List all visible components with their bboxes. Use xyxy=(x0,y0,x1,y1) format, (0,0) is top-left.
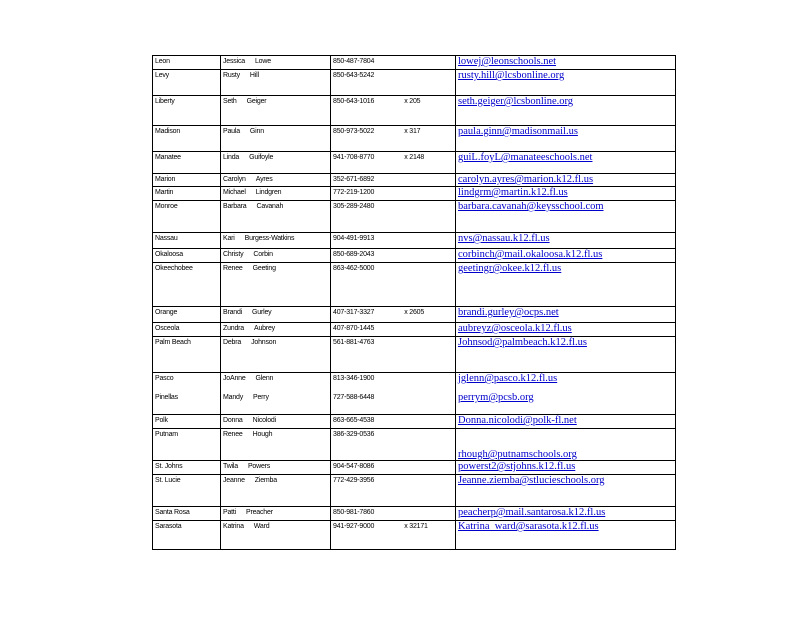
county-name: Osceola xyxy=(155,325,180,332)
contacts-table xyxy=(152,55,676,550)
phone-cell xyxy=(331,70,456,96)
email-link[interactable]: geetingr@okee.k12.fl.us xyxy=(458,263,562,274)
phone-number: 813-346-1900 xyxy=(333,375,375,382)
table-row xyxy=(153,263,676,307)
county-name: Marion xyxy=(155,176,176,183)
county-name: Orange xyxy=(155,309,178,316)
county-cell xyxy=(153,152,221,174)
county-cell xyxy=(153,70,221,96)
email-cell xyxy=(456,475,676,507)
county-name: Sarasota xyxy=(155,523,182,530)
email-link[interactable]: rusty.hill@lcsbonline.org xyxy=(458,70,565,81)
contact-name-cell xyxy=(221,187,331,201)
email-link[interactable]: barbara.cavanah@keysschool.com xyxy=(458,201,604,212)
last-name: Glenn xyxy=(255,375,274,382)
table-row xyxy=(153,56,676,70)
county-name: Putnam xyxy=(155,431,178,438)
contact-name-cell xyxy=(221,201,331,233)
table-row xyxy=(153,373,676,415)
table-row xyxy=(153,323,676,337)
email-link[interactable]: nvs@nassau.k12.fl.us xyxy=(458,233,550,244)
phone-number: 772-219-1200 xyxy=(333,189,375,196)
county-name: Pinellas xyxy=(155,394,178,401)
first-name: Jeanne xyxy=(223,477,245,484)
phone-number: 863-665-4538 xyxy=(333,417,375,424)
contact-name-cell xyxy=(221,507,331,521)
table-row xyxy=(153,249,676,263)
email-link[interactable]: Jeanne.ziemba@stlucieschools.org xyxy=(458,475,605,486)
county-cell xyxy=(153,187,221,201)
email-link[interactable]: Johnsod@palmbeach.k12.fl.us xyxy=(458,337,587,348)
last-name: Gurley xyxy=(252,309,272,316)
phone-cell xyxy=(331,174,456,187)
table-row xyxy=(153,126,676,152)
last-name: Corbin xyxy=(253,251,273,258)
phone-number: 850-643-1016 xyxy=(333,98,375,105)
contact-name-cell xyxy=(221,373,331,415)
phone-cell xyxy=(331,187,456,201)
phone-number: 904-547-8086 xyxy=(333,463,375,470)
email-link[interactable]: lowej@leonschools.net xyxy=(458,56,557,67)
county-cell xyxy=(153,461,221,475)
first-name: Katrina xyxy=(223,523,244,530)
email-link[interactable]: peacherp@mail.santarosa.k12.fl.us xyxy=(458,507,606,518)
phone-cell xyxy=(331,96,456,126)
phone-number: 904-491-9913 xyxy=(333,235,375,242)
last-name: Aubrey xyxy=(253,325,275,332)
first-name: Michael xyxy=(223,189,246,196)
phone-cell xyxy=(331,521,456,550)
email-link[interactable]: jglenn@pasco.k12.fl.us xyxy=(458,373,558,384)
contact-name-line xyxy=(223,394,328,401)
county-name: Palm Beach xyxy=(155,339,191,346)
email-link[interactable]: powerst2@stjohns.k12.fl.us xyxy=(458,461,576,472)
county-cell xyxy=(153,415,221,429)
table-row xyxy=(153,475,676,507)
phone-cell xyxy=(331,337,456,373)
first-name: Brandi xyxy=(223,309,243,316)
contact-name-cell xyxy=(221,152,331,174)
email-cell xyxy=(456,373,676,415)
county-cell xyxy=(153,507,221,521)
table-row xyxy=(153,174,676,187)
last-name: Guifoyle xyxy=(249,154,274,161)
county-name: Polk xyxy=(155,417,168,424)
phone-cell xyxy=(331,263,456,307)
email-cell xyxy=(456,263,676,307)
phone-extension: x 317 xyxy=(404,128,421,135)
phone-number: 863-462-5000 xyxy=(333,265,375,272)
phone-number: 850-487-7804 xyxy=(333,58,375,65)
phone-cell xyxy=(331,415,456,429)
contact-name-cell xyxy=(221,263,331,307)
phone-number: 352-671-6892 xyxy=(333,176,375,183)
first-name: Jessica xyxy=(223,58,245,65)
county-cell xyxy=(153,373,221,415)
county-cell xyxy=(153,429,221,461)
email-cell xyxy=(456,507,676,521)
county-cell xyxy=(153,307,221,323)
contact-name-cell xyxy=(221,56,331,70)
county-cell xyxy=(153,521,221,550)
email-cell xyxy=(456,461,676,475)
county-name: St. Johns xyxy=(155,463,183,470)
first-name: Barbara xyxy=(223,203,247,210)
email-cell xyxy=(456,415,676,429)
table-row xyxy=(153,187,676,201)
table-row xyxy=(153,429,676,461)
county-cell xyxy=(153,475,221,507)
county-cell xyxy=(153,263,221,307)
email-link[interactable]: corbinch@mail.okaloosa.k12.fl.us xyxy=(458,249,603,260)
email-cell xyxy=(456,233,676,249)
county-name: Madison xyxy=(155,128,181,135)
county-name: Pasco xyxy=(155,375,174,382)
contact-name-cell xyxy=(221,461,331,475)
phone-cell xyxy=(331,201,456,233)
county-name: Okeechobee xyxy=(155,265,193,272)
contact-name-cell xyxy=(221,337,331,373)
email-cell xyxy=(456,521,676,550)
email-link[interactable]: guiL.foyL@manateeschools.net xyxy=(458,152,593,163)
phone-number: 407-870-1445 xyxy=(333,325,375,332)
last-name: Lowe xyxy=(254,58,271,65)
county-name: Manatee xyxy=(155,154,181,161)
phone-extension: x 2605 xyxy=(404,309,425,316)
last-name: Geeting xyxy=(252,265,276,272)
county-cell xyxy=(153,126,221,152)
last-name: Ayres xyxy=(255,176,273,183)
first-name: Renee xyxy=(223,265,243,272)
phone-cell xyxy=(331,307,456,323)
last-name: Geiger xyxy=(246,98,267,105)
last-name: Burgess-Watkins xyxy=(244,235,295,242)
contact-name-cell xyxy=(221,323,331,337)
contact-name-cell xyxy=(221,70,331,96)
table-row xyxy=(153,152,676,174)
last-name: Hill xyxy=(249,72,259,79)
county-name: Nassau xyxy=(155,235,178,242)
phone-number: 407-317-3327 xyxy=(333,309,375,316)
county-name: Liberty xyxy=(155,98,175,105)
last-name: Ziemba xyxy=(254,477,277,484)
phone-cell xyxy=(331,152,456,174)
contacts-table-body xyxy=(153,56,676,550)
first-name: Linda xyxy=(223,154,240,161)
phone-number: 850-643-5242 xyxy=(333,72,375,79)
last-name: Powers xyxy=(247,463,271,470)
email-cell xyxy=(456,187,676,201)
table-row xyxy=(153,521,676,550)
last-name: Ward xyxy=(253,523,270,530)
table-row xyxy=(153,201,676,233)
phone-cell xyxy=(331,429,456,461)
first-name: Renee xyxy=(223,431,243,438)
email-link[interactable]: aubreyz@osceola.k12.fl.us xyxy=(458,323,572,334)
phone-cell xyxy=(331,233,456,249)
contact-name-cell xyxy=(221,174,331,187)
contact-name-cell xyxy=(221,475,331,507)
phone-cell xyxy=(331,507,456,521)
email-link[interactable]: Katrina_ward@sarasota.k12.fl.us xyxy=(458,521,599,532)
county-cell xyxy=(153,96,221,126)
last-name: Ginn xyxy=(249,128,264,135)
phone-number: 772-429-3956 xyxy=(333,477,375,484)
first-name: Patti xyxy=(223,509,237,516)
phone-number: 850-689-2043 xyxy=(333,251,375,258)
email-link[interactable]: brandi.gurley@ocps.net xyxy=(458,307,559,318)
county-name: Leon xyxy=(155,58,170,65)
contact-name-cell xyxy=(221,415,331,429)
email-cell xyxy=(456,201,676,233)
email-link[interactable]: perrym@pcsb.org xyxy=(458,392,534,403)
first-name: Paula xyxy=(223,128,240,135)
first-name: Christy xyxy=(223,251,244,258)
last-name: Hough xyxy=(252,431,273,438)
first-name: Zundra xyxy=(223,325,244,332)
county-cell xyxy=(153,337,221,373)
county-name: Santa Rosa xyxy=(155,509,190,516)
contact-name-cell xyxy=(221,233,331,249)
phone-number: 850-981-7860 xyxy=(333,509,375,516)
first-name: Seth xyxy=(223,98,237,105)
county-cell xyxy=(153,233,221,249)
contact-name-cell xyxy=(221,429,331,461)
table-row xyxy=(153,415,676,429)
first-name: Carolyn xyxy=(223,176,246,183)
phone-extension: x 205 xyxy=(404,98,421,105)
phone-number: 561-881-4763 xyxy=(333,339,375,346)
county-cell xyxy=(153,249,221,263)
contact-name-cell xyxy=(221,249,331,263)
last-name: Nicolodi xyxy=(252,417,276,424)
email-cell xyxy=(456,307,676,323)
email-link[interactable]: paula.ginn@madisonmail.us xyxy=(458,126,578,137)
phone-number: 727-588-6448 xyxy=(333,394,375,401)
county-cell xyxy=(153,323,221,337)
contact-name-cell xyxy=(221,96,331,126)
table-row xyxy=(153,337,676,373)
table-row xyxy=(153,507,676,521)
email-cell xyxy=(456,337,676,373)
email-link[interactable]: carolyn.ayres@marion.k12.fl.us xyxy=(458,174,594,185)
last-name: Cavanah xyxy=(256,203,284,210)
first-name: Donna xyxy=(223,417,243,424)
phone-extension: x 32171 xyxy=(404,523,428,530)
phone-number: 305-289-2480 xyxy=(333,203,375,210)
first-name: Kari xyxy=(223,235,235,242)
table-row xyxy=(153,461,676,475)
last-name: Perry xyxy=(253,394,269,401)
email-link[interactable]: rhough@putnamschools.org xyxy=(458,449,577,460)
last-name: Preacher xyxy=(246,509,273,516)
email-cell xyxy=(456,96,676,126)
first-name: Twila xyxy=(223,463,238,470)
contact-name-cell xyxy=(221,307,331,323)
email-link[interactable]: Donna.nicolodi@polk-fl.net xyxy=(458,415,577,426)
phone-cell xyxy=(331,126,456,152)
table-row xyxy=(153,307,676,323)
table-row xyxy=(153,96,676,126)
phone-extension: x 2148 xyxy=(404,154,425,161)
email-cell xyxy=(456,249,676,263)
last-name: Lindgren xyxy=(255,189,282,196)
contact-name-cell xyxy=(221,521,331,550)
county-name: Martin xyxy=(155,189,174,196)
last-name: Johnson xyxy=(251,339,277,346)
phone-cell xyxy=(331,373,456,415)
email-cell xyxy=(456,126,676,152)
contact-name-cell xyxy=(221,126,331,152)
email-cell xyxy=(456,152,676,174)
table-row xyxy=(153,70,676,96)
county-cell xyxy=(153,201,221,233)
phone-cell xyxy=(331,56,456,70)
phone-cell xyxy=(331,461,456,475)
email-cell xyxy=(456,174,676,187)
first-name: Debra xyxy=(223,339,242,346)
email-link[interactable]: lindgrm@martin.k12.fl.us xyxy=(458,187,568,198)
phone-number: 850-973-5022 xyxy=(333,128,375,135)
county-name: Monroe xyxy=(155,203,178,210)
phone-cell xyxy=(331,475,456,507)
email-cell xyxy=(456,70,676,96)
phone-cell xyxy=(331,323,456,337)
county-cell xyxy=(153,174,221,187)
email-link[interactable]: seth.geiger@lcsbonline.org xyxy=(458,96,574,107)
first-name: Mandy xyxy=(223,394,244,401)
email-cell xyxy=(456,429,676,461)
first-name: JoAnne xyxy=(223,375,246,382)
first-name: Rusty xyxy=(223,72,240,79)
county-name: St. Lucie xyxy=(155,477,181,484)
phone-number: 941-927-9000 xyxy=(333,523,375,530)
table-row xyxy=(153,233,676,249)
county-name: Okaloosa xyxy=(155,251,183,258)
email-cell xyxy=(456,56,676,70)
phone-number: 941-708-8770 xyxy=(333,154,375,161)
county-name: Levy xyxy=(155,72,169,79)
county-cell xyxy=(153,56,221,70)
email-cell xyxy=(456,323,676,337)
phone-number: 386-329-0536 xyxy=(333,431,375,438)
phone-cell xyxy=(331,249,456,263)
